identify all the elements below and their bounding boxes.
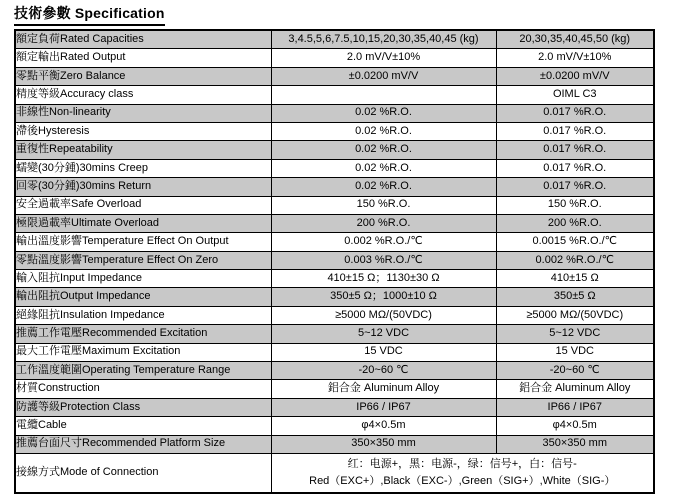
spec-value-col2: 0.017 %R.O.: [496, 122, 654, 140]
spec-value-col1: 0.02 %R.O.: [271, 159, 496, 177]
spec-value-col2: 5~12 VDC: [496, 325, 654, 343]
table-row: [15, 306, 654, 324]
spec-value-col1: 350±5 Ω；1000±10 Ω: [271, 288, 496, 306]
spec-label: 輸入阻抗Input Impedance: [15, 270, 271, 288]
spec-value-col1: 2.0 mV/V±10%: [271, 49, 496, 67]
spec-label: 推薦台面尺寸Recommended Platform Size: [15, 435, 271, 453]
connection-line-en: Red（EXC+）,Black（EXC-）,Green（SIG+）,White（SIG-）: [309, 474, 616, 487]
spec-value-col1: 410±15 Ω；1130±30 Ω: [271, 270, 496, 288]
spec-value-col1: 0.02 %R.O.: [271, 122, 496, 140]
spec-label: 電纜Cable: [15, 417, 271, 435]
spec-value-col2: 410±15 Ω: [496, 270, 654, 288]
table-row: [15, 86, 654, 104]
table-row: [15, 233, 654, 251]
table-row: [15, 417, 654, 435]
table-row: [15, 251, 654, 269]
table-row: [15, 159, 654, 177]
spec-value-col2: 鋁合金 Aluminum Alloy: [496, 380, 654, 398]
spec-value-col1: 200 %R.O.: [271, 214, 496, 232]
table-row: [15, 214, 654, 232]
spec-value-col1: 0.003 %R.O./℃: [271, 251, 496, 269]
table-row: [15, 270, 654, 288]
spec-label: 蠕變(30分鍾)30mins Creep: [15, 159, 271, 177]
table-row: [15, 343, 654, 361]
spec-value-col2: OIML C3: [496, 86, 654, 104]
connection-value: [271, 453, 654, 493]
spec-value-col2: 0.0015 %R.O./℃: [496, 233, 654, 251]
spec-value-col1: 0.02 %R.O.: [271, 178, 496, 196]
table-row: [15, 435, 654, 453]
spec-label: 零點溫度影響Temperature Effect On Zero: [15, 251, 271, 269]
spec-value-col2: 20,30,35,40,45,50 (kg): [496, 30, 654, 49]
table-row: [15, 380, 654, 398]
spec-value-col2: 200 %R.O.: [496, 214, 654, 232]
spec-value-col2: 350±5 Ω: [496, 288, 654, 306]
spec-value-col2: 0.017 %R.O.: [496, 104, 654, 122]
spec-value-col1: 15 VDC: [271, 343, 496, 361]
table-row: [15, 178, 654, 196]
spec-label: 輸出溫度影響Temperature Effect On Output: [15, 233, 271, 251]
spec-value-col2: -20~60 ℃: [496, 362, 654, 380]
spec-value-col1: φ4×0.5m: [271, 417, 496, 435]
table-row: [15, 196, 654, 214]
table-row: [15, 104, 654, 122]
spec-label: 防護等級Protection Class: [15, 398, 271, 416]
spec-label: 額定輸出Rated Output: [15, 49, 271, 67]
spec-value-col2: 150 %R.O.: [496, 196, 654, 214]
spec-label: 非線性Non-linearity: [15, 104, 271, 122]
spec-value-col1: 0.02 %R.O.: [271, 141, 496, 159]
spec-value-col1: IP66 / IP67: [271, 398, 496, 416]
spec-label: 推薦工作電壓Recommended Excitation: [15, 325, 271, 343]
table-row: [15, 49, 654, 67]
table-row-connection: [15, 453, 654, 493]
spec-label: 安全過載率Safe Overload: [15, 196, 271, 214]
spec-value-col1: 3,4.5,5,6,7.5,10,15,20,30,35,40,45 (kg): [271, 30, 496, 49]
spec-value-col1: ±0.0200 mV/V: [271, 67, 496, 85]
table-row: [15, 362, 654, 380]
spec-value-col2: 2.0 mV/V±10%: [496, 49, 654, 67]
spec-value-col1: -20~60 ℃: [271, 362, 496, 380]
spec-label: 重復性Repeatability: [15, 141, 271, 159]
spec-value-col2: 15 VDC: [496, 343, 654, 361]
spec-value-col2: 0.017 %R.O.: [496, 141, 654, 159]
spec-value-col2: ±0.0200 mV/V: [496, 67, 654, 85]
spec-value-col1: 鋁合金 Aluminum Alloy: [271, 380, 496, 398]
table-row: [15, 141, 654, 159]
spec-value-col2: 350×350 mm: [496, 435, 654, 453]
connection-line-cn: 红：电源+，黑：电源-，绿：信号+，白：信号-: [347, 457, 577, 470]
table-row: [15, 67, 654, 85]
spec-label: 接線方式Mode of Connection: [15, 453, 271, 493]
spec-label: 額定負荷Rated Capacities: [15, 30, 271, 49]
spec-label: 最大工作電壓Maximum Excitation: [15, 343, 271, 361]
spec-value-col2: 0.002 %R.O./℃: [496, 251, 654, 269]
table-row: [15, 398, 654, 416]
table-row: [15, 122, 654, 140]
spec-value-col1: [271, 86, 496, 104]
spec-value-col1: 5~12 VDC: [271, 325, 496, 343]
spec-label: 回零(30分鍾)30mins Return: [15, 178, 271, 196]
spec-label: 精度等級Accuracy class: [15, 86, 271, 104]
spec-value-col2: ≥5000 MΩ/(50VDC): [496, 306, 654, 324]
spec-label: 材質Construction: [15, 380, 271, 398]
spec-value-col1: 0.02 %R.O.: [271, 104, 496, 122]
spec-value-col1: 350×350 mm: [271, 435, 496, 453]
spec-label: 極限過載率Ultimate Overload: [15, 214, 271, 232]
spec-value-col2: 0.017 %R.O.: [496, 159, 654, 177]
table-row: [15, 288, 654, 306]
spec-label: 工作溫度範圍Operating Temperature Range: [15, 362, 271, 380]
spec-label: 滯後Hysteresis: [15, 122, 271, 140]
spec-value-col2: 0.017 %R.O.: [496, 178, 654, 196]
spec-value-col2: φ4×0.5m: [496, 417, 654, 435]
spec-value-col2: IP66 / IP67: [496, 398, 654, 416]
spec-value-col1: 150 %R.O.: [271, 196, 496, 214]
spec-table-body: [15, 30, 654, 493]
spec-value-col1: 0.002 %R.O./℃: [271, 233, 496, 251]
spec-value-col1: ≥5000 MΩ/(50VDC): [271, 306, 496, 324]
spec-label: 絕緣阻抗Insulation Impedance: [15, 306, 271, 324]
table-row: [15, 325, 654, 343]
spec-label: 零點平衡Zero Balance: [15, 67, 271, 85]
spec-label: 輸出阻抗Output Impedance: [15, 288, 271, 306]
specification-table: [14, 29, 655, 494]
table-row: [15, 30, 654, 49]
page-title: 技術參數 Specification: [14, 3, 165, 26]
